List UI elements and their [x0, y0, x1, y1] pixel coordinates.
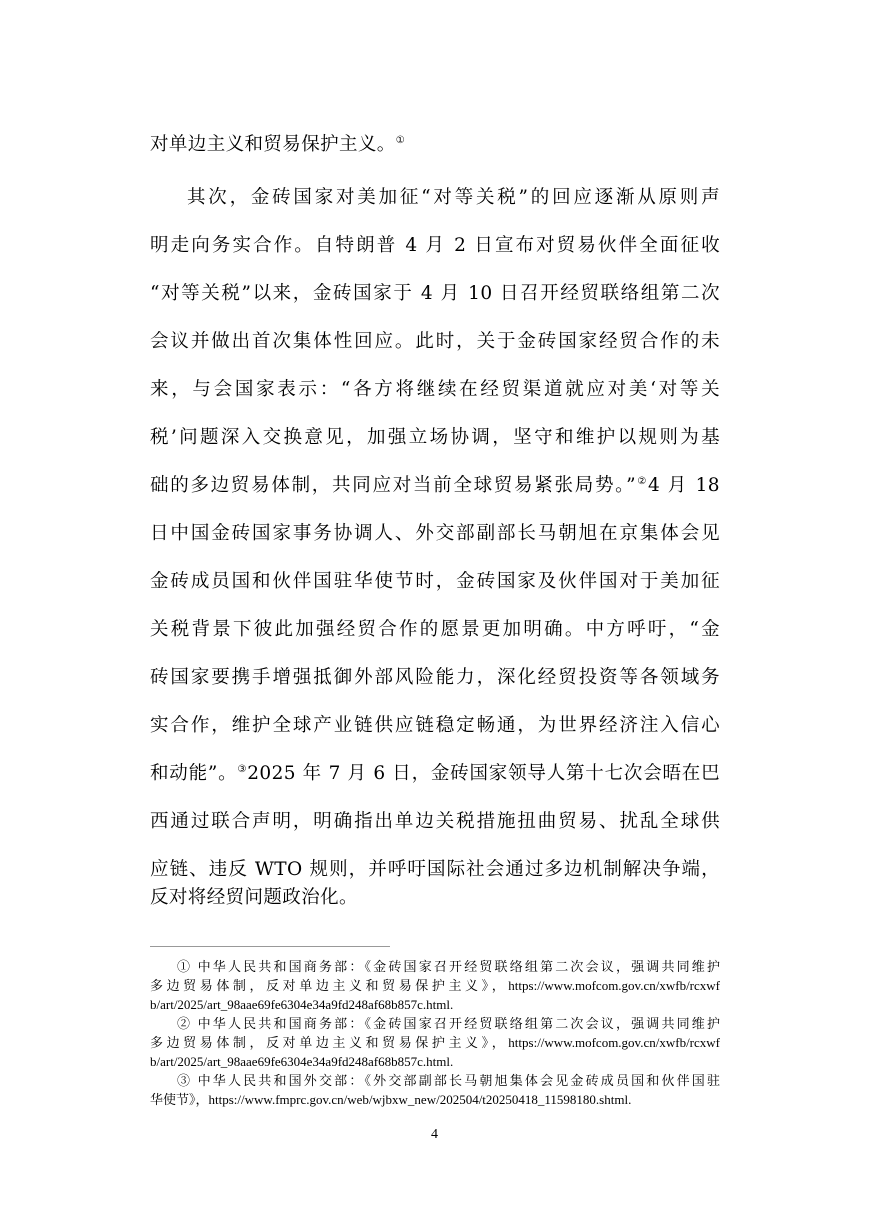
body-line-text: 对单边主义和贸易保护主义。 [150, 134, 396, 155]
body-line-text: 和动能”。 [150, 763, 238, 784]
footnote-line [177, 1072, 720, 1090]
body-line-text: “对等关税”以来，金砖国家于 4 月 10 日召开经贸联络组第二次 [150, 283, 720, 304]
footnote-line [177, 958, 720, 976]
body-line-text: 来，与会国家表示：“各方将继续在经贸渠道就应对美‘对等关 [150, 379, 720, 400]
body-line [150, 281, 720, 307]
footnote-text[interactable]: 多边贸易体制，反对单边主义和贸易保护主义》，https://www.mofcom.gov.cn/xwfb/rcxwf [150, 978, 720, 993]
page-number: 4 [431, 1127, 438, 1142]
body-line [150, 521, 720, 547]
body-line [150, 809, 720, 835]
body-line [150, 377, 720, 403]
body-line-text: 会议并做出首次集体性回应。此时，关于金砖国家经贸合作的未 [150, 331, 720, 352]
body-line [150, 233, 720, 259]
footnote-line [177, 1015, 720, 1033]
body-line-text: 2025 年 7 月 6 日，金砖国家领导人第十七次会晤在巴 [247, 763, 720, 784]
body-line-text: 4 月 18 [648, 475, 720, 496]
footnote-line [150, 1034, 720, 1052]
footnote-ref[interactable]: ② [636, 476, 649, 487]
body-line [150, 132, 720, 158]
body-line [150, 473, 720, 499]
footnote-text[interactable]: b/art/2025/art_98aae69fe6304e34a9fd248af68b857c.html. [150, 997, 454, 1012]
footnote-ref[interactable]: ③ [237, 764, 248, 775]
body-line [150, 857, 720, 883]
footnote-text[interactable]: 华使节》，https://www.fmprc.gov.cn/web/wjbxw_new/202504/t20250418_11598180.shtml. [150, 1092, 632, 1107]
footnote-line [150, 1053, 720, 1071]
body-line [150, 329, 720, 355]
body-line [150, 761, 720, 787]
body-line [150, 885, 720, 911]
body-line-text: 础的多边贸易体制，共同应对当前全球贸易紧张局势。” [150, 475, 637, 496]
body-line [150, 665, 720, 691]
body-line-text: 实合作，维护全球产业链供应链稳定畅通，为世界经济注入信心 [150, 715, 720, 736]
body-line [150, 425, 720, 451]
body-line-text: 税’问题深入交换意见，加强立场协调，坚守和维护以规则为基 [150, 427, 720, 448]
body-line [187, 185, 720, 211]
footnote-text[interactable]: 多边贸易体制，反对单边主义和贸易保护主义》，https://www.mofcom.gov.cn/xwfb/rcxwf [150, 1035, 720, 1050]
footnote-ref[interactable]: ① [395, 135, 406, 146]
body-line-text: 反对将经贸问题政治化。 [150, 887, 358, 908]
body-line-text: 明走向务实合作。自特朗普 4 月 2 日宣布对贸易伙伴全面征收 [150, 235, 720, 256]
footnote-text: ② 中华人民共和国商务部：《金砖国家召开经贸联络组第二次会议，强调共同维护 [177, 1016, 720, 1031]
body-line-text: 金砖成员国和伙伴国驻华使节时，金砖国家及伙伴国对于美加征 [150, 571, 720, 592]
body-line [150, 713, 720, 739]
footnote-separator [150, 946, 390, 947]
body-line-text: 关税背景下彼此加强经贸合作的愿景更加明确。中方呼吁，“金 [150, 619, 720, 640]
footnote-text: ③ 中华人民共和国外交部：《外交部副部长马朝旭集体会见金砖成员国和伙伴国驻 [177, 1073, 720, 1088]
footnote-line [150, 996, 720, 1014]
body-line [150, 617, 720, 643]
body-line-text: 其次，金砖国家对美加征“对等关税”的回应逐渐从原则声 [187, 187, 720, 208]
footnote-text: ① 中华人民共和国商务部：《金砖国家召开经贸联络组第二次会议，强调共同维护 [177, 959, 720, 974]
body-line-text: 应链、违反 WTO 规则，并呼吁国际社会通过多边机制解决争端， [150, 859, 720, 880]
body-line-text: 西通过联合声明，明确指出单边关税措施扭曲贸易、扰乱全球供 [150, 811, 720, 832]
footnote-line [150, 1091, 720, 1109]
body-line [150, 569, 720, 595]
body-line-text: 砖国家要携手增强抵御外部风险能力，深化经贸投资等各领域务 [150, 667, 720, 688]
footnote-text[interactable]: b/art/2025/art_98aae69fe6304e34a9fd248af68b857c.html. [150, 1054, 454, 1069]
body-line-text: 日中国金砖国家事务协调人、外交部副部长马朝旭在京集体会见 [150, 523, 720, 544]
footnote-line [150, 977, 720, 995]
